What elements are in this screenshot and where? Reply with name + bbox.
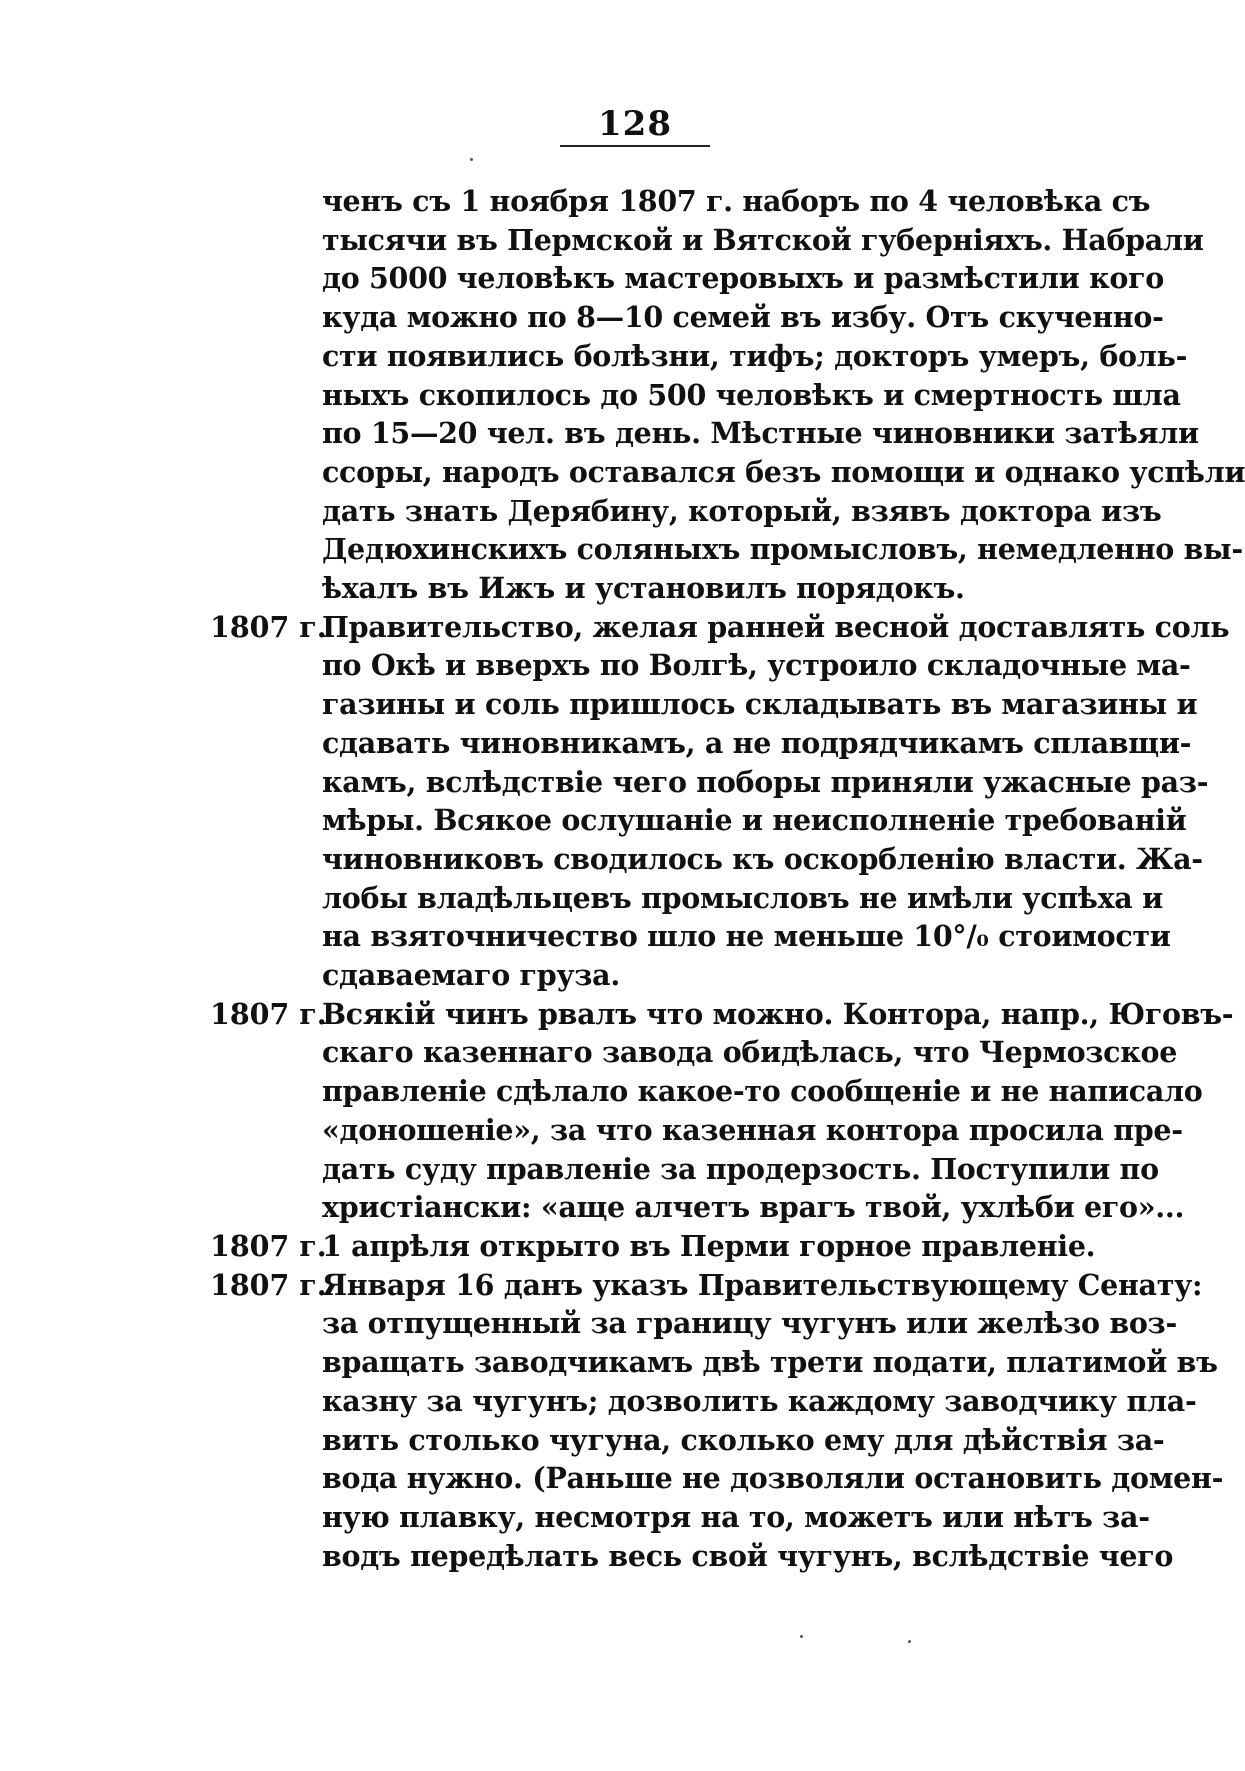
text-line: водъ передѣлать весь свой чугунъ, вслѣдствіе чего (322, 1538, 1174, 1573)
text-line: ченъ съ 1 ноября 1807 г. наборъ по 4 человѣка съ (322, 184, 1151, 218)
text-line: за отпущенный за границу чугунъ или желѣзо воз- (322, 1306, 1177, 1341)
text-line: Дедюхинскихъ соляныхъ промысловъ, немедленно вы- (322, 532, 1243, 567)
text-line: лобы владѣльцевъ промысловъ не имѣли успѣха и (322, 880, 1163, 915)
text-line: «доношеніе», за что казенная контора просила пре- (322, 1112, 1183, 1147)
chronicle-entry (210, 1227, 1096, 1266)
scan-speck (470, 158, 473, 161)
text-line: камъ, вслѣдствіе чего поборы приняли ужасные раз- (322, 764, 1209, 799)
text-line: сти появились болѣзни, тифъ; докторъ умеръ, боль- (322, 338, 1188, 373)
text-line: по Окѣ и вверхъ по Волгѣ, устроило складочные ма- (322, 648, 1191, 683)
page-number: 128 (598, 104, 672, 144)
text-line: Правительство, желая ранней весной доставлять соль (322, 609, 1230, 644)
text-line: тысячи въ Пермской и Вятской губерніяхъ. Набрали (322, 222, 1204, 257)
text-line: Января 16 данъ указъ Правительствующему Сенату: (322, 1267, 1203, 1302)
text-line: мѣры. Всякое ослушаніе и неисполненіе требованій (322, 803, 1187, 838)
scan-speck (908, 1640, 911, 1643)
entry-year: 1807 г. (210, 996, 327, 1031)
text-line: сдаваемаго груза. (322, 958, 620, 993)
text-line: на взяточничество шло не меньше 10°/₀ стоимости (322, 919, 1171, 954)
chronicle-entry (210, 182, 1245, 608)
text-line: по 15—20 чел. въ день. Мѣстные чиновники затѣяли (322, 416, 1199, 451)
text-line: скаго казеннаго завода обидѣлась, что Чермозское (322, 1035, 1178, 1070)
entry-year: 1807 г. (210, 609, 327, 644)
text-line: казну за чугунъ; дозволить каждому заводчику пла- (322, 1383, 1197, 1418)
text-line: вода нужно. (Раньше не дозволяли остановить домен- (322, 1461, 1224, 1496)
text-line: куда можно по 8—10 семей въ избу. Отъ скученно- (322, 300, 1164, 335)
chronicle-entry (210, 608, 1230, 995)
text-line: вращать заводчикамъ двѣ трети подати, платимой въ (322, 1345, 1218, 1380)
text-line: Всякій чинъ рвалъ что можно. Контора, напр., Юговъ- (322, 996, 1234, 1031)
text-line: до 5000 человѣкъ мастеровыхъ и размѣстили кого (322, 261, 1164, 296)
entry-year: 1807 г. (210, 1267, 327, 1302)
text-line: дать суду правленіе за продерзость. Поступили по (322, 1151, 1159, 1186)
text-line: ныхъ скопилось до 500 человѣкъ и смертность шла (322, 377, 1181, 412)
scan-speck (800, 1635, 803, 1638)
text-line: дать знать Дерябину, который, взявъ доктора изъ (322, 493, 1162, 528)
text-line: вить столько чугуна, сколько ему для дѣйствія за- (322, 1422, 1165, 1457)
text-line: 1 апрѣля открыто въ Перми горное правленіе. (322, 1228, 1096, 1263)
text-line: чиновниковъ сводилось къ оскорбленію власти. Жа- (322, 841, 1203, 876)
page-number-rule (560, 145, 710, 147)
text-line: ную плавку, несмотря на то, можетъ или нѣтъ за- (322, 1499, 1150, 1534)
chronicle-entry (210, 995, 1234, 1227)
entry-year: 1807 г. (210, 1228, 327, 1263)
text-line: правленіе сдѣлало какое-то сообщеніе и не написало (322, 1074, 1203, 1109)
chronicle-entry (210, 1266, 1224, 1576)
text-line: ѣхалъ въ Ижъ и установилъ порядокъ. (322, 571, 965, 606)
text-line: ссоры, народъ оставался безъ помощи и однако успѣли (322, 454, 1245, 489)
text-line: сдавать чиновникамъ, а не подрядчикамъ сплавщи- (322, 725, 1192, 760)
text-line: христіански: «аще алчетъ врагъ твой, ухлѣби его»... (322, 1190, 1185, 1225)
body-text (210, 182, 1245, 1575)
text-line: газины и соль пришлось складывать въ магазины и (322, 687, 1198, 722)
